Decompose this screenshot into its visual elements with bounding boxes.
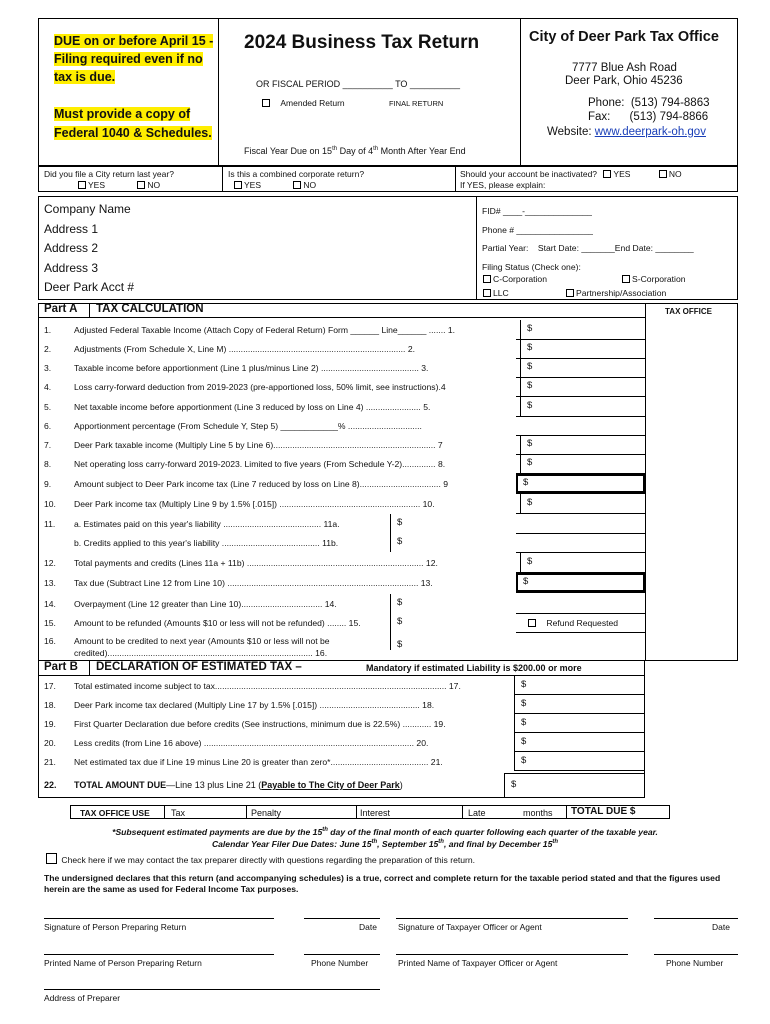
declaration-text: The undersigned declares that this return (and accompanying schedules) is a true, correct and complete return for the taxable period stated and that the figures used herein are the same as used for Federal Income Tax purposes. xyxy=(44,873,721,894)
sig-officer[interactable]: Signature of Taxpayer Officer or Agent xyxy=(398,922,542,932)
line-amount-box[interactable] xyxy=(520,454,645,473)
q3-no-checkbox[interactable] xyxy=(659,170,667,178)
llc-label: LLC xyxy=(493,288,509,298)
line-text: Less credits (from Line 16 above) ........................................................................................ 20. xyxy=(74,738,429,748)
dollar-sign: $ xyxy=(527,323,533,334)
office-use-label: TAX OFFICE USE xyxy=(80,808,150,818)
line-amount-box[interactable] xyxy=(514,714,645,733)
office-use-penalty: Penalty xyxy=(251,808,282,818)
line-number: 17. xyxy=(44,681,56,691)
line-number: 19. xyxy=(44,719,56,729)
line-text: Taxable income before apportionment (Line 1 plus/minus Line 2) ......................................... 3. xyxy=(74,363,429,373)
dollar-sign: $ xyxy=(397,597,403,608)
line-amount-box[interactable] xyxy=(520,553,645,572)
website-link[interactable]: www.deerpark-oh.gov xyxy=(594,126,706,138)
line-text: Tax due (Subtract Line 12 from Line 10) ................................................................................ 13. xyxy=(74,578,433,588)
office-use-late: Late xyxy=(468,808,486,818)
sub-amount-box[interactable] xyxy=(390,514,486,533)
partnership-label: Partnership/Association xyxy=(576,288,667,298)
q-file-last-year: Did you file a City return last year? xyxy=(44,169,174,179)
line-number: 9. xyxy=(44,479,52,489)
dollar-sign: $ xyxy=(521,755,527,766)
line-number: 5. xyxy=(44,402,52,412)
row-divider xyxy=(516,396,645,397)
partnership-checkbox[interactable] xyxy=(566,289,574,297)
q2-yes-checkbox[interactable] xyxy=(234,181,242,189)
line-number: 4. xyxy=(44,382,52,392)
line-amount-box[interactable] xyxy=(514,733,645,752)
final-return-label: FINAL RETURN xyxy=(389,99,444,108)
q1-yes-checkbox[interactable] xyxy=(78,181,86,189)
line-amount-box[interactable] xyxy=(520,339,645,358)
calendar-due-dates: Calendar Year Filer Due Dates: June 15th, September 15th, and final by December 15th xyxy=(211,839,559,849)
printed-name-officer[interactable]: Printed Name of Taxpayer Officer or Agent xyxy=(398,958,558,968)
dollar-sign: $ xyxy=(527,457,533,468)
s-corp-checkbox[interactable] xyxy=(622,275,630,283)
address-3[interactable]: Address 3 xyxy=(44,260,99,275)
office-use-total: TOTAL DUE $ xyxy=(571,806,636,817)
office-address-1: 7777 Blue Ash Road xyxy=(572,62,677,74)
sig-preparer-date[interactable]: Date xyxy=(359,922,377,932)
preparer-phone[interactable]: Phone Number xyxy=(311,958,369,968)
line-amount-box[interactable] xyxy=(520,397,645,416)
line-number: 6. xyxy=(44,421,52,431)
dollar-sign: $ xyxy=(397,517,403,528)
line-22-num: 22. xyxy=(44,780,57,790)
line-number: 2. xyxy=(44,344,52,354)
line-number: 18. xyxy=(44,700,56,710)
address-1[interactable]: Address 1 xyxy=(44,221,99,236)
line-text: Deer Park income tax (Multiply Line 9 by 1.5% [.015]) ........................................................... 10. xyxy=(74,499,435,509)
line-text: Adjusted Federal Taxable Income (Attach Copy of Federal Return) Form ______ Line______ ....... 1. xyxy=(74,325,456,335)
q2-no-checkbox[interactable] xyxy=(293,181,301,189)
office-name: City of Deer Park Tax Office xyxy=(529,29,719,45)
line-number: 13. xyxy=(44,578,56,588)
row-divider xyxy=(516,339,645,340)
line-22-dollar: $ xyxy=(511,779,517,790)
sub-amount-box[interactable] xyxy=(390,533,486,552)
filing-status-label: Filing Status (Check one): xyxy=(482,261,581,272)
line-text: Total payments and credits (Lines 11a + 11b) .......................................................................... 12. xyxy=(74,558,438,568)
q3-no-label: NO xyxy=(668,169,682,179)
line-text: b. Credits applied to this year's liability ......................................... 11b. xyxy=(74,538,339,548)
dollar-sign: $ xyxy=(527,497,533,508)
line-text: Amount to be credited to next year (Amounts $10 or less will not be xyxy=(74,636,330,646)
q3-yes-label: YES xyxy=(613,169,631,179)
c-corp-label: C-Corporation xyxy=(493,274,547,284)
office-use-months: months xyxy=(523,808,553,818)
line-number: 1. xyxy=(44,325,52,335)
dollar-sign: $ xyxy=(521,698,527,709)
line-amount-box[interactable] xyxy=(520,377,645,396)
line-number: 14. xyxy=(44,599,56,609)
line-22-amount-box[interactable] xyxy=(504,773,645,798)
dollar-sign: $ xyxy=(523,576,529,587)
website-label: Website: xyxy=(547,126,592,138)
due-notice: DUE on or before April 15 - Filing required even if no tax is due. xyxy=(54,34,214,84)
row-divider xyxy=(516,435,645,436)
line-text: Loss carry-forward deduction from 2019-2023 (pre-apportioned loss, 50% limit, see instructions).4 xyxy=(74,382,446,392)
row-divider xyxy=(516,416,645,417)
row-divider xyxy=(516,358,645,359)
company-name[interactable]: Company Name xyxy=(44,202,131,216)
contact-preparer-label: Check here if we may contact the tax preparer directly with questions regarding the preparation of this return. xyxy=(61,855,476,865)
sub-amount-box[interactable] xyxy=(390,631,486,650)
q1-yes-label: YES xyxy=(88,180,106,190)
line-number: 16. xyxy=(44,636,56,646)
row-divider xyxy=(516,632,645,633)
line-text: a. Estimates paid on this year's liability ......................................... 11a. xyxy=(74,519,340,529)
sub-amount-box[interactable] xyxy=(390,613,486,632)
sub-amount-box[interactable] xyxy=(390,594,486,613)
dollar-sign: $ xyxy=(523,477,529,488)
tax-office-label: TAX OFFICE xyxy=(665,307,712,316)
line-22-text: TOTAL AMOUNT DUE—Line 13 plus Line 21 (Payable to The City of Deer Park) xyxy=(74,780,403,790)
estimated-payments-note: *Subsequent estimated payments are due by the 15th day of the final month of each quarter following each quarter of the taxable year. xyxy=(112,827,658,837)
line-number: 11. xyxy=(44,519,56,529)
row-divider xyxy=(516,493,645,494)
partial-year-field[interactable]: Partial Year: Start Date: _______End Date: ________ xyxy=(482,243,694,253)
sig-officer-date[interactable]: Date xyxy=(712,922,730,932)
part-a-header: Part A TAX CALCULATION xyxy=(38,303,645,318)
office-use-interest: Interest xyxy=(360,808,391,818)
refund-requested-checkbox[interactable] xyxy=(528,619,536,627)
line-text: Apportionment percentage (From Schedule Y, Step 5) ____________% ............................... xyxy=(74,421,422,431)
line-amount-box[interactable] xyxy=(514,695,645,714)
q1-no-checkbox[interactable] xyxy=(137,181,145,189)
fiscal-period: OR FISCAL PERIOD __________ TO __________ xyxy=(256,79,460,89)
line-number: 7. xyxy=(44,440,52,450)
dollar-sign: $ xyxy=(527,380,533,391)
copy-notice: Must provide a copy of Federal 1040 & Schedules. xyxy=(54,107,212,140)
office-address-2: Deer Park, Ohio 45236 xyxy=(565,75,683,87)
line-amount-box[interactable] xyxy=(514,676,645,695)
line-text: Amount to be refunded (Amounts $10 or less will not be refunded) ........ 15. xyxy=(74,618,361,628)
line-amount-box[interactable] xyxy=(520,358,645,377)
row-divider xyxy=(516,592,645,593)
deer-park-acct[interactable]: Deer Park Acct # xyxy=(44,280,135,294)
dollar-sign: $ xyxy=(397,616,403,627)
line-amount-box[interactable] xyxy=(520,320,645,339)
q2-no-label: NO xyxy=(303,180,317,190)
q-inactivate: Should your account be inactivated? xyxy=(460,169,598,179)
q-combined-return: Is this a combined corporate return? xyxy=(228,169,365,179)
page-title: 2024 Business Tax Return xyxy=(244,32,480,53)
dollar-sign: $ xyxy=(521,736,527,747)
line-number: 20. xyxy=(44,738,56,748)
s-corp-label: S-Corporation xyxy=(632,274,686,284)
office-fax: Fax: (513) 794-8866 xyxy=(588,111,709,123)
row-divider xyxy=(516,572,645,573)
line-text: Adjustments (From Schedule X, Line M) .......................................................................... 2. xyxy=(74,344,415,354)
office-phone: Phone: (513) 794-8863 xyxy=(588,97,710,109)
q1-no-label: NO xyxy=(147,180,161,190)
line-number: 15. xyxy=(44,618,56,628)
line-amount-box[interactable] xyxy=(516,573,645,592)
line-text: Net taxable income before apportionment (Line 3 reduced by loss on Line 4) ....................... 5. xyxy=(74,402,431,412)
line-text: Deer Park income tax declared (Multiply Line 17 by 1.5% [.015]) .......................................... 18. xyxy=(74,700,435,710)
fiscal-due-note: Fiscal Year Due on 15th Day of 4th Month After Year End xyxy=(244,146,466,156)
line-text: Net operating loss carry-forward 2019-2023. Limited to five years (From Schedule Y-2).............. 8. xyxy=(74,459,446,469)
dollar-sign: $ xyxy=(397,536,403,547)
line-number: 12. xyxy=(44,558,56,568)
dollar-sign: $ xyxy=(527,400,533,411)
dollar-sign: $ xyxy=(527,342,533,353)
line-text: Total estimated income subject to tax................................................................................................. 17. xyxy=(74,681,461,691)
dollar-sign: $ xyxy=(521,679,527,690)
dollar-sign: $ xyxy=(397,639,403,650)
line-text: Amount subject to Deer Park income tax (Line 7 reduced by loss on Line 8).................................. 9 xyxy=(74,479,449,489)
line-text: Overpayment (Line 12 greater than Line 10).................................. 14. xyxy=(74,599,337,609)
row-divider xyxy=(516,613,645,614)
refund-requested-label: Refund Requested xyxy=(546,618,619,628)
dollar-sign: $ xyxy=(527,438,533,449)
line-number: 21. xyxy=(44,757,56,767)
line-text: Net estimated tax due if Line 19 minus Line 20 is greater than zero*......................................... 21. xyxy=(74,757,443,767)
dollar-sign: $ xyxy=(527,361,533,372)
line-amount-box[interactable] xyxy=(516,474,645,493)
dollar-sign: $ xyxy=(527,556,533,567)
line-text: credited)...................................................................................... 16. xyxy=(74,648,328,658)
sig-preparer[interactable]: Signature of Person Preparing Return xyxy=(44,922,187,932)
address-2[interactable]: Address 2 xyxy=(44,241,99,255)
line-number: 3. xyxy=(44,363,52,373)
amended-label: Amended Return xyxy=(280,98,345,108)
row-divider xyxy=(516,533,645,534)
row-divider xyxy=(516,513,645,514)
line-amount-box[interactable] xyxy=(520,494,645,513)
office-use-tax: Tax xyxy=(171,808,186,818)
row-divider xyxy=(516,473,645,474)
officer-phone[interactable]: Phone Number xyxy=(666,958,724,968)
row-divider xyxy=(516,377,645,378)
amended-checkbox[interactable] xyxy=(262,99,270,107)
phone-field[interactable]: Phone # ________________ xyxy=(482,224,593,235)
row-divider xyxy=(516,454,645,455)
line-text: First Quarter Declaration due before credits (See instructions, minimum due is 22.5%) ............ 19. xyxy=(74,719,446,729)
preparer-address[interactable]: Address of Preparer xyxy=(44,993,121,1003)
line-text: Deer Park taxable income (Multiply Line 5 by Line 6).................................................................... 7 xyxy=(74,440,443,450)
printed-name-preparer[interactable]: Printed Name of Person Preparing Return xyxy=(44,958,202,968)
line-number: 8. xyxy=(44,459,52,469)
q3-explain: If YES, please explain: xyxy=(460,180,546,190)
line-amount-box[interactable] xyxy=(514,752,645,771)
fid-field[interactable]: FID# ____-______________ xyxy=(482,206,592,216)
row-divider xyxy=(516,552,645,553)
llc-checkbox[interactable] xyxy=(483,289,491,297)
part-b-header: Part B DECLARATION OF ESTIMATED TAX – Mandatory if estimated Liability is $200.00 or more xyxy=(38,660,645,676)
line-amount-box[interactable] xyxy=(520,435,645,454)
dollar-sign: $ xyxy=(521,717,527,728)
c-corp-checkbox[interactable] xyxy=(483,275,491,283)
q3-yes-checkbox[interactable] xyxy=(603,170,611,178)
line-number: 10. xyxy=(44,499,56,509)
q2-yes-label: YES xyxy=(244,180,262,190)
contact-preparer-checkbox[interactable] xyxy=(46,853,57,864)
